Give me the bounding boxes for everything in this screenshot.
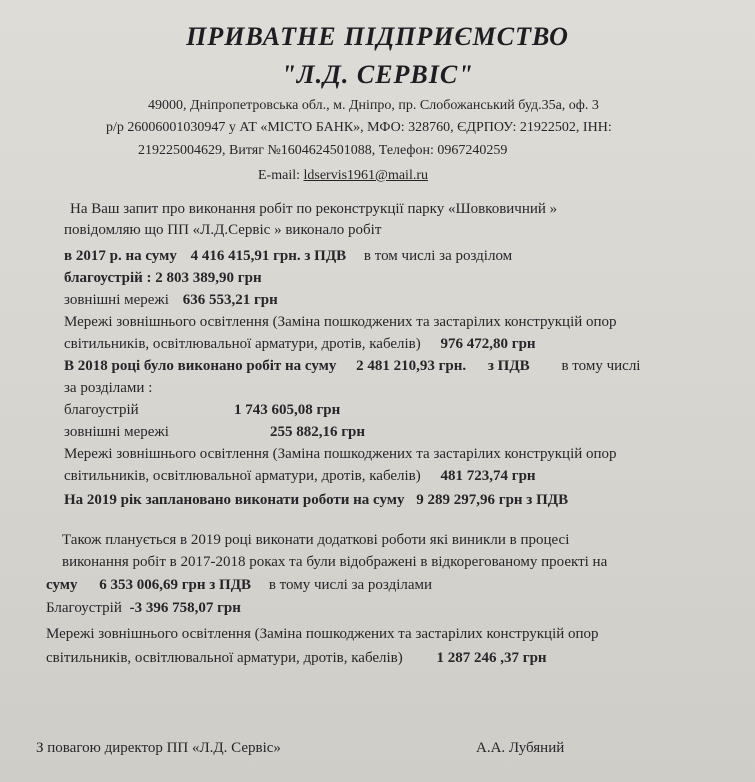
registration-details: 219225004629, Витяг №1604624501088, Телефон: 0967240259 [138, 143, 508, 158]
paragraph-intro-line2: повідомляю що ПП «Л.Д.Сервіс » виконало робіт [64, 222, 382, 238]
company-address: 49000, Дніпропетровська обл., м. Дніпро, пр. Слобожанський буд.35а, оф. 3 [148, 98, 599, 113]
paragraph-2-sum-suffix: в тому числі за розділами [268, 577, 433, 593]
paragraph-2-sum-line [46, 577, 432, 594]
lighting-2019-amount: 1 287 246 ,37 грн [436, 650, 547, 666]
bank-details: р/р 26006001030947 у АТ «МІСТО БАНК», МФО: 328760, ЄДРПОУ: 21922502, ІНН: [106, 120, 612, 135]
year-2018-external-label: зовнішні мережі [64, 424, 169, 440]
email-link[interactable]: ldservis1961@mail.ru [303, 168, 428, 183]
lighting-2017-line2 [64, 336, 536, 353]
year-2017-external-label: зовнішні мережі [64, 292, 169, 308]
year-2018-line [64, 358, 640, 375]
year-2019-amount: 9 289 297,96 грн з ПДВ [416, 492, 569, 508]
email-label: E-mail: [258, 168, 300, 183]
email-line [258, 168, 428, 184]
paragraph-2-line1: Також планується в 2019 році виконати додаткові роботи які виникли в процесі [62, 532, 570, 548]
lighting-2017-amount: 976 472,80 грн [440, 336, 536, 352]
lighting-2017-text: світильників, освітлювальної арматури, дротів, кабелів) [64, 336, 421, 352]
lighting-2017-line1: Мережі зовнішнього освітлення (Заміна пошкоджених та застарілих конструкцій опор [64, 314, 617, 330]
lighting-2019-text: світильників, освітлювальної арматури, дротів, кабелів) [46, 650, 403, 666]
year-2017-amount: 4 416 415,91 грн. з ПДВ [190, 248, 347, 264]
year-2018-amount: 2 481 210,93 грн. [356, 358, 467, 374]
lighting-2018-line2 [64, 468, 536, 485]
lighting-2019-line1: Мережі зовнішнього освітлення (Заміна пошкоджених та застарілих конструкцій опор [46, 626, 599, 642]
signature-title: З повагою директор ПП «Л.Д. Сервіс» [36, 740, 281, 756]
paragraph-2-improvement-label: Благоустрій [46, 600, 122, 616]
year-2018-vat: з ПДВ [487, 358, 530, 374]
paragraph-intro-line1: На Ваш запит про виконання робіт по реконструкції парку «Шовковичний » [70, 201, 558, 217]
paragraph-2-sum-amount: 6 353 006,69 грн з ПДВ [99, 577, 252, 593]
year-2018-improvement-label: благоустрій [64, 402, 139, 418]
year-2017-line [64, 248, 512, 265]
year-2017-external-amount: 636 553,21 грн [182, 292, 278, 308]
year-2017-external [64, 292, 278, 309]
paragraph-2-improvement-amount: -3 396 758,07 грн [129, 600, 241, 616]
paragraph-2-line2: виконання робіт в 2017-2018 роках та були відображені в відкорегованому проекті на [62, 554, 608, 570]
sections-label: за розділами : [64, 380, 153, 396]
year-2017-improvement: благоустрій : 2 803 389,90 грн [64, 270, 262, 286]
year-2019-line [64, 492, 568, 509]
signature-name: А.А. Лубяний [476, 740, 565, 756]
year-2018-external-amount: 255 882,16 грн [270, 424, 366, 440]
company-name: "Л.Д. СЕРВІС" [281, 60, 474, 89]
year-2018-improvement-amount: 1 743 605,08 грн [234, 402, 341, 418]
lighting-2018-text: світильників, освітлювальної арматури, дротів, кабелів) [64, 468, 421, 484]
year-2017-suffix: в том числі за розділом [363, 248, 513, 264]
lighting-2018-line1: Мережі зовнішнього освітлення (Заміна пошкоджених та застарілих конструкцій опор [64, 446, 617, 462]
paragraph-2-sum-label: суму [46, 577, 78, 593]
company-title: ПРИВАТНЕ ПІДПРИЄМСТВО [186, 22, 569, 51]
lighting-2018-amount: 481 723,74 грн [440, 468, 536, 484]
year-2017-prefix: в 2017 р. на суму [64, 248, 177, 264]
lighting-2019-line2 [46, 650, 547, 667]
year-2018-text: В 2018 році було виконано робіт на суму [64, 358, 337, 374]
paragraph-2-improvement [46, 600, 241, 617]
year-2019-text: На 2019 рік заплановано виконати роботи на суму [64, 492, 405, 508]
year-2018-suffix: в тому числі [561, 358, 641, 374]
